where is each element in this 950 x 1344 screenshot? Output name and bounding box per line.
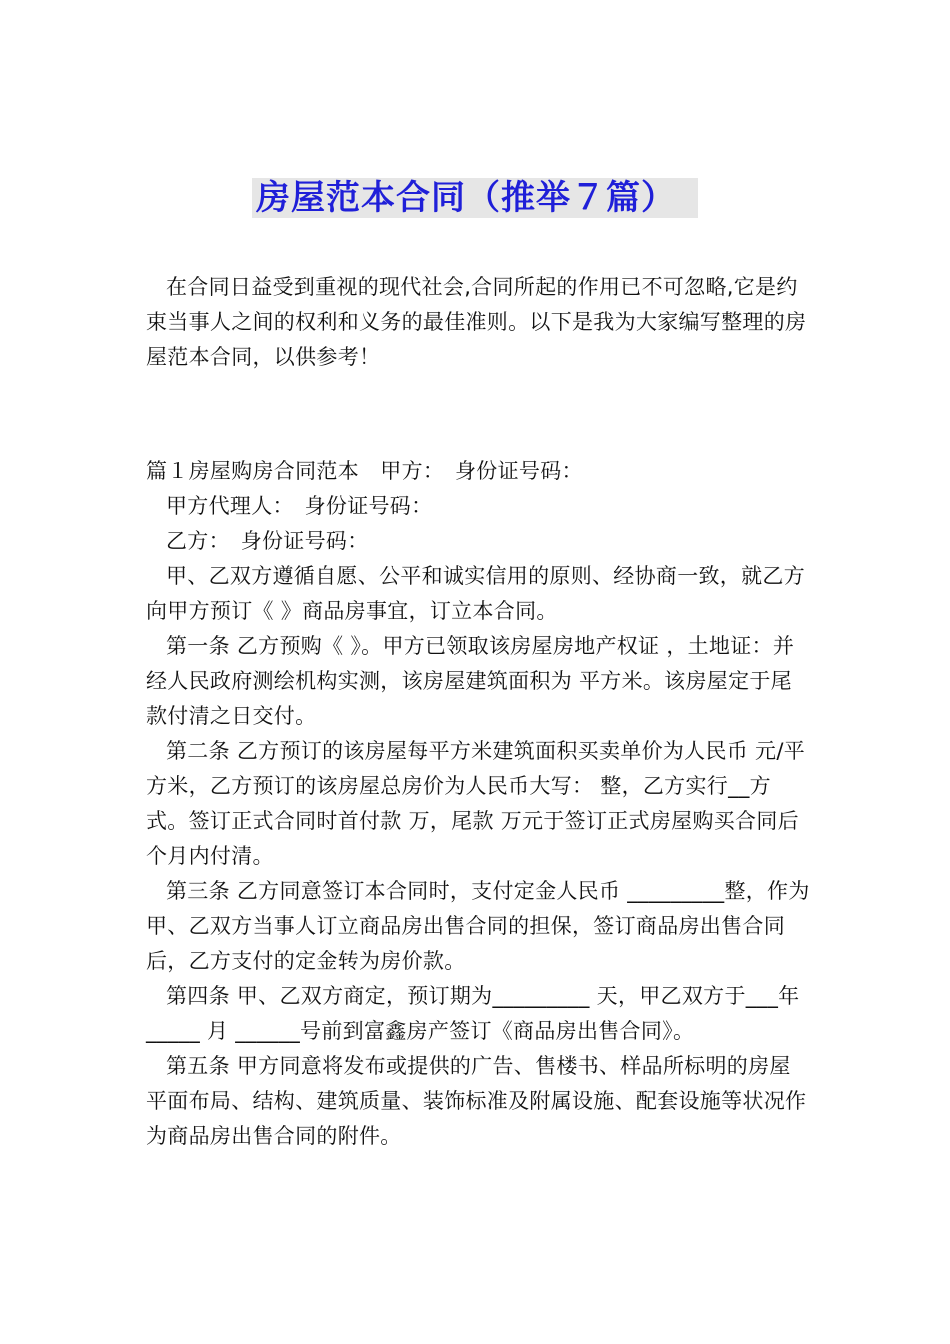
article-1: 第一条 乙方预购《 》。甲方已领取该房屋房地产权证 ，土地证：并经人民政府测绘机构实测，该房屋建筑面积为 平方米。该房屋定于尾款付清之日交付。 (146, 634, 795, 728)
party-b-line: 乙方： 身份证号码： (166, 529, 369, 553)
party-a-agent-line: 甲方代理人： 身份证号码： (166, 494, 433, 518)
article-2: 第二条 乙方预订的该房屋每平方米建筑面积买卖单价为人民币 元/平方米，乙方预订的该房屋总房价为人民币大写： 整，乙方实行__方式。签订正式合同时首付款 万，尾款 万元于签订正式房屋购买合同后 个月内付清。 (146, 739, 806, 868)
title-container (0, 178, 950, 218)
document-title: 房屋范本合同（推举７篇） (252, 178, 698, 218)
article-3: 第三条 乙方同意签订本合同时，支付定金人民币 _________整，作为甲、乙双方当事人订立商品房出售合同的担保，签订商品房出售合同后，乙方支付的定金转为房价款。 (146, 879, 810, 973)
section-heading: 篇１房屋购房合同范本 甲方： 身份证号码： (146, 459, 583, 483)
section-1 (146, 454, 810, 1154)
preamble-paragraph: 甲、乙双方遵循自愿、公平和诚实信用的原则、经协商一致，就乙方向甲方预订《 》商品房事宜，订立本合同。 (146, 564, 805, 623)
intro-paragraph: 在合同日益受到重视的现代社会,合同所起的作用已不可忽略,它是约束当事人之间的权利和义务的最佳准则。以下是我为大家编写整理的房屋范本合同，以供参考！ (146, 275, 807, 369)
article-4: 第四条 甲、乙双方商定，预订期为_________ 天，甲乙双方于___年_____ 月 ______号前到富鑫房产签订《商品房出售合同》。 (146, 984, 800, 1043)
article-5: 第五条 甲方同意将发布或提供的广告、售楼书、样品所标明的房屋平面布局、结构、建筑质量、装饰标准及附属设施、配套设施等状况作为商品房出售合同的附件。 (146, 1054, 807, 1148)
intro-block (146, 270, 810, 375)
